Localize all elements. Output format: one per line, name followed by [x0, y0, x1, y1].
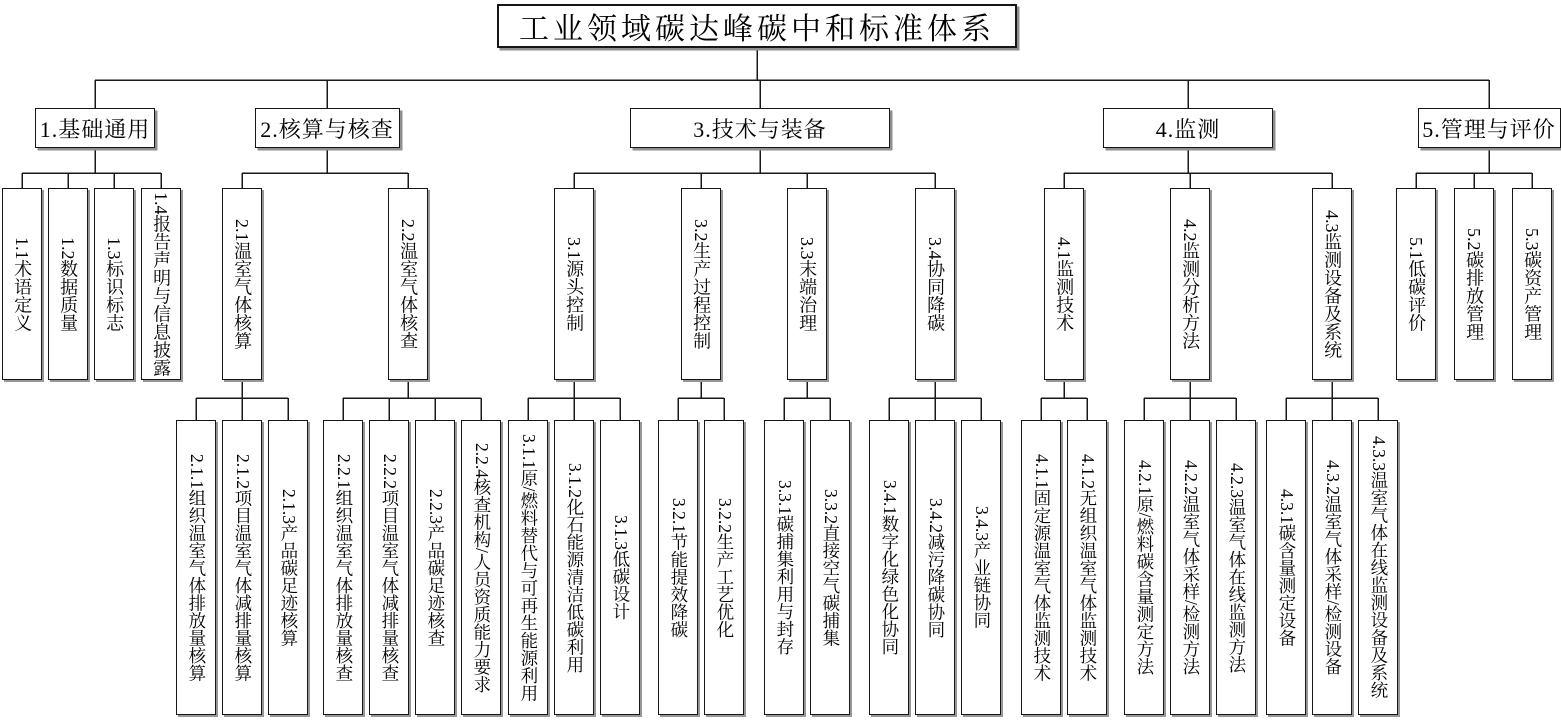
node-3-2-2-label: 3.2.2生产工艺优化 [714, 497, 735, 638]
node-1-4 [141, 188, 181, 380]
node-1-2 [48, 188, 88, 380]
node-4-3-3-label: 4.3.3温室气体在线监测设备及系统 [1368, 436, 1389, 699]
node-3-2-1 [658, 420, 698, 715]
node-3-3-2-label: 3.3.2直接空气碳捕集 [820, 488, 841, 647]
node-3-3-1-label: 3.3.1碳捕集利用与封存 [774, 480, 795, 655]
node-4-1-label: 4.1监测技术 [1054, 236, 1075, 332]
node-1-1-label: 1.1术语定义 [12, 236, 33, 332]
node-4-2-2-label: 4.2.2温室气体采样/检测方法 [1180, 460, 1201, 675]
node-2-2-2 [369, 420, 409, 715]
node-4-2-2 [1170, 420, 1210, 715]
node-2-2-4-label: 2.2.4核查机构/人员资质能力要求 [471, 442, 492, 693]
node-2-1-3 [268, 420, 308, 715]
node-5-label: 5.管理与评价 [1422, 116, 1556, 142]
node-3-1-1-label: 3.1.1原/燃料替代与可再生能源利用 [518, 433, 539, 702]
node-2-2 [388, 188, 428, 380]
node-1-3-label: 1.3标识标志 [104, 236, 125, 332]
node-4-label: 4.监测 [1155, 116, 1221, 142]
node-4-1-2-label: 4.1.2无组织温室气体监测技术 [1077, 453, 1098, 682]
node-3-4-3 [961, 420, 1001, 715]
node-4-2-1-label: 4.2.1原/燃料碳含量测定方法 [1134, 460, 1155, 675]
node-3-2-2 [704, 420, 744, 715]
node-3-4-label: 3.4协同降碳 [925, 236, 946, 332]
node-3-4-1-label: 3.4.1数字化绿色化协同 [879, 480, 900, 655]
node-4 [1103, 108, 1273, 148]
node-4-2-label: 4.2监测分析方法 [1180, 218, 1201, 350]
node-1-2-label: 1.2数据质量 [58, 236, 79, 332]
node-2-2-1-label: 2.2.1组织温室气体排放量核查 [333, 453, 354, 682]
node-3-4-2 [915, 420, 955, 715]
node-3-3-1 [764, 420, 804, 715]
node-1-4-label: 1.4报告声明与信息披露 [151, 191, 172, 377]
node-2-2-4 [461, 420, 501, 715]
node-4-3-1-label: 4.3.1碳含量测定设备 [1276, 488, 1297, 647]
node-2-2-2-label: 2.2.2项目温室气体减排量核查 [379, 453, 400, 682]
node-2-1-1-label: 2.1.1组织温室气体排放量核算 [186, 453, 207, 682]
node-2-1-3-label: 2.1.3产品碳足迹核算 [278, 488, 299, 647]
node-4-2 [1170, 188, 1210, 380]
node-5 [1418, 108, 1561, 148]
node-1-label: 1.基础通用 [39, 116, 151, 142]
node-1 [35, 108, 155, 148]
node-3-1-3-label: 3.1.3低碳设计 [610, 515, 631, 620]
node-4-2-3-label: 4.2.3温室气体在线监测方法 [1226, 462, 1247, 673]
node-4-1-1-label: 4.1.1固定源温室气体监测技术 [1031, 453, 1052, 682]
node-4-3-2 [1312, 420, 1352, 715]
node-2-1-2-label: 2.1.2项目温室气体减排量核算 [232, 453, 253, 682]
node-3-4-1 [869, 420, 909, 715]
node-1-1 [2, 188, 42, 380]
node-4-3-3 [1358, 420, 1398, 715]
node-5-3-label: 5.3碳资产管理 [1522, 227, 1543, 341]
node-4-3-2-label: 4.3.2温室气体采样/检测设备 [1322, 460, 1343, 675]
node-3-4-3-label: 3.4.3产业链协同 [971, 506, 992, 629]
node-3-1-1 [508, 420, 548, 715]
node-3-1 [554, 188, 594, 380]
node-3-1-label: 3.1源头控制 [564, 236, 585, 332]
node-2 [255, 108, 400, 148]
node-3-4 [915, 188, 955, 380]
diagram-title: 工业领域碳达峰碳中和标准体系 [519, 13, 995, 46]
node-5-1 [1396, 188, 1436, 380]
node-1-3 [94, 188, 134, 380]
node-2-2-3 [415, 420, 455, 715]
node-3-4-2-label: 3.4.2减污降碳协同 [925, 497, 946, 638]
node-2-2-1 [323, 420, 363, 715]
node-2-1 [222, 188, 262, 380]
node-3-2 [681, 188, 721, 380]
node-3-1-2 [554, 420, 594, 715]
node-2-1-2 [222, 420, 262, 715]
node-4-2-1 [1124, 420, 1164, 715]
node-4-3-label: 4.3监测设备及系统 [1322, 209, 1343, 359]
node-4-1-2 [1067, 420, 1107, 715]
node-2-label: 2.核算与核查 [260, 116, 394, 142]
node-3-label: 3.技术与装备 [693, 116, 827, 142]
node-4-1 [1044, 188, 1084, 380]
node-5-2 [1454, 188, 1494, 380]
node-4-1-1 [1021, 420, 1061, 715]
node-5-1-label: 5.1低碳评价 [1406, 236, 1427, 332]
node-4-3-1 [1266, 420, 1306, 715]
node-3-3 [787, 188, 827, 380]
node-4-2-3 [1216, 420, 1256, 715]
node-3-3-2 [810, 420, 850, 715]
node-3-1-2-label: 3.1.2化石能源清洁低碳利用 [564, 462, 585, 673]
node-5-3 [1512, 188, 1552, 380]
node-3-3-label: 3.3末端治理 [797, 236, 818, 332]
node-4-3 [1312, 188, 1352, 380]
diagram-title-box [497, 4, 1017, 48]
node-2-1-label: 2.1温室气体核算 [232, 218, 253, 350]
node-3-2-label: 3.2生产过程控制 [691, 218, 712, 350]
node-3-1-3 [600, 420, 640, 715]
node-2-1-1 [176, 420, 216, 715]
node-3 [630, 108, 890, 148]
node-2-2-3-label: 2.2.3产品碳足迹核查 [425, 488, 446, 647]
node-2-2-label: 2.2温室气体核查 [398, 218, 419, 350]
node-3-2-1-label: 3.2.1节能提效降碳 [668, 497, 689, 638]
node-5-2-label: 5.2碳排放管理 [1464, 227, 1485, 341]
